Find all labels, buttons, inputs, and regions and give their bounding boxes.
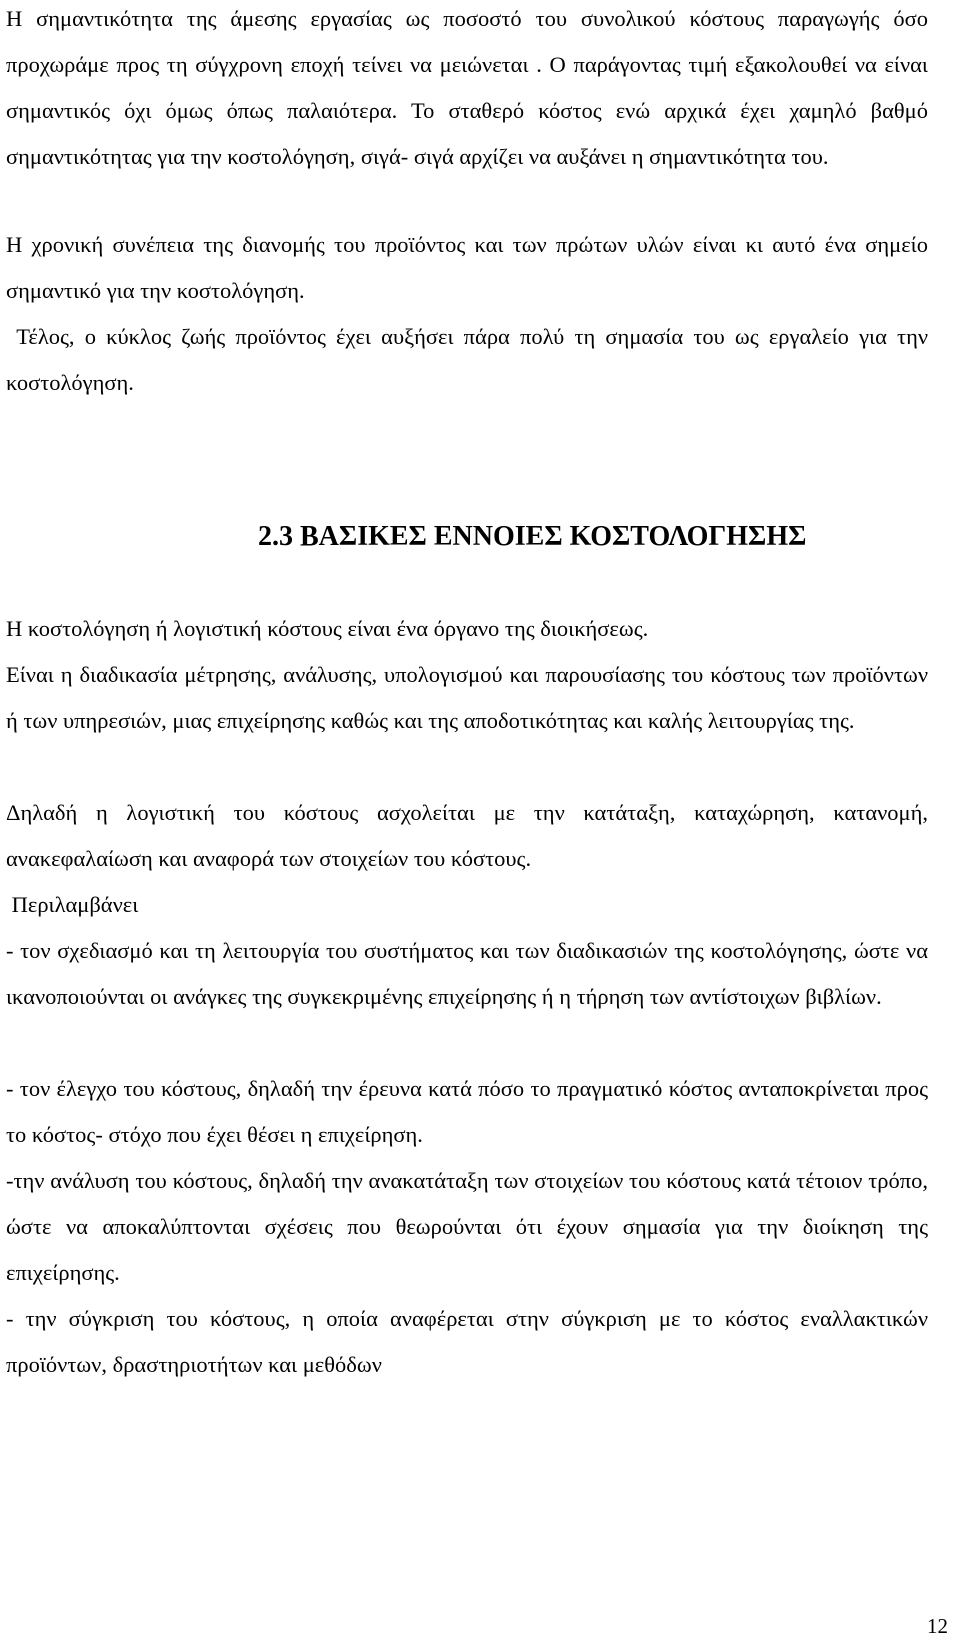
paragraph-includes-label: Περιλαμβάνει — [6, 892, 139, 917]
paragraph-product-life-cycle: Τέλος, ο κύκλος ζωής προϊόντος έχει αυξήσει πάρα πολύ τη σημασία του ως εργαλείο για την κοστολόγηση. — [6, 324, 934, 395]
list-item-cost-control: - τον έλεγχο του κόστους, δηλαδή την έρευνα κατά πόσο το πραγματικό κόστος ανταποκρίνεται προς το κόστος- στόχο που έχει θέσει η επιχείρηση. — [6, 1076, 928, 1147]
paragraph-costing-definition: Η κοστολόγηση ή λογιστική κόστους είναι ένα όργανο της διοικήσεως. — [6, 616, 649, 641]
paragraph-distribution-timing: Η χρονική συνέπεια της διανομής του προϊόντος και των πρώτων υλών είναι κι αυτό ένα σημείο σημαντικό για την κοστολόγηση. — [6, 232, 928, 303]
paragraph-direct-labor-importance: Η σημαντικότητα της άμεσης εργασίας ως ποσοστό του συνολικού κόστους παραγωγής όσο προχωράμε προς τη σύγχρονη εποχή τείνει να μειώνεται . Ο παράγοντας τιμή εξακολουθεί να είναι σημαντικός όχι όμως όπως παλαιότερα. Το σταθερό κόστος ενώ αρχικά έχει χαμηλό βαθμό σημαντικότητας για την κοστολόγηση, σιγά- σιγά αρχίζει να αυξάνει η σημαντικότητα του. — [6, 6, 928, 169]
list-item-cost-comparison: - την σύγκριση του κόστους, η οποία αναφέρεται στην σύγκριση με το κόστος εναλλακτικών προϊόντων, δραστηριοτήτων και μεθόδων — [6, 1306, 928, 1377]
section-heading: 2.3 ΒΑΣΙΚΕΣ ΕΝΝΟΙΕΣ ΚΟΣΤΟΛΟΓΗΣΗΣ — [258, 521, 807, 552]
page-number: 12 — [927, 1614, 948, 1638]
list-item-cost-analysis: -την ανάλυση του κόστους, δηλαδή την ανακατάταξη των στοιχείων του κόστους κατά τέτοιον τρόπο, ώστε να αποκαλύπτονται σχέσεις που θεωρούνται ότι έχουν σημασία για την διοίκηση της επιχείρησης. — [6, 1168, 928, 1285]
paragraph-cost-accounting-scope: Δηλαδή η λογιστική του κόστους ασχολείται με την κατάταξη, καταχώρηση, κατανομή, ανακεφαλαίωση και αναφορά των στοιχείων του κόστους. — [6, 800, 928, 871]
list-item-system-design: - τον σχεδιασμό και τη λειτουργία του συστήματος και των διαδικασιών της κοστολόγησης, ώστε να ικανοποιούνται οι ανάγκες της συγκεκριμένης επιχείρησης ή η τήρηση των αντίστοιχων βιβλίων. — [6, 938, 928, 1009]
paragraph-costing-process: Είναι η διαδικασία μέτρησης, ανάλυσης, υπολογισμού και παρουσίασης του κόστους των προϊόντων ή των υπηρεσιών, μιας επιχείρησης καθώς και της αποδοτικότητας και καλής λειτουργίας της. — [6, 662, 928, 733]
